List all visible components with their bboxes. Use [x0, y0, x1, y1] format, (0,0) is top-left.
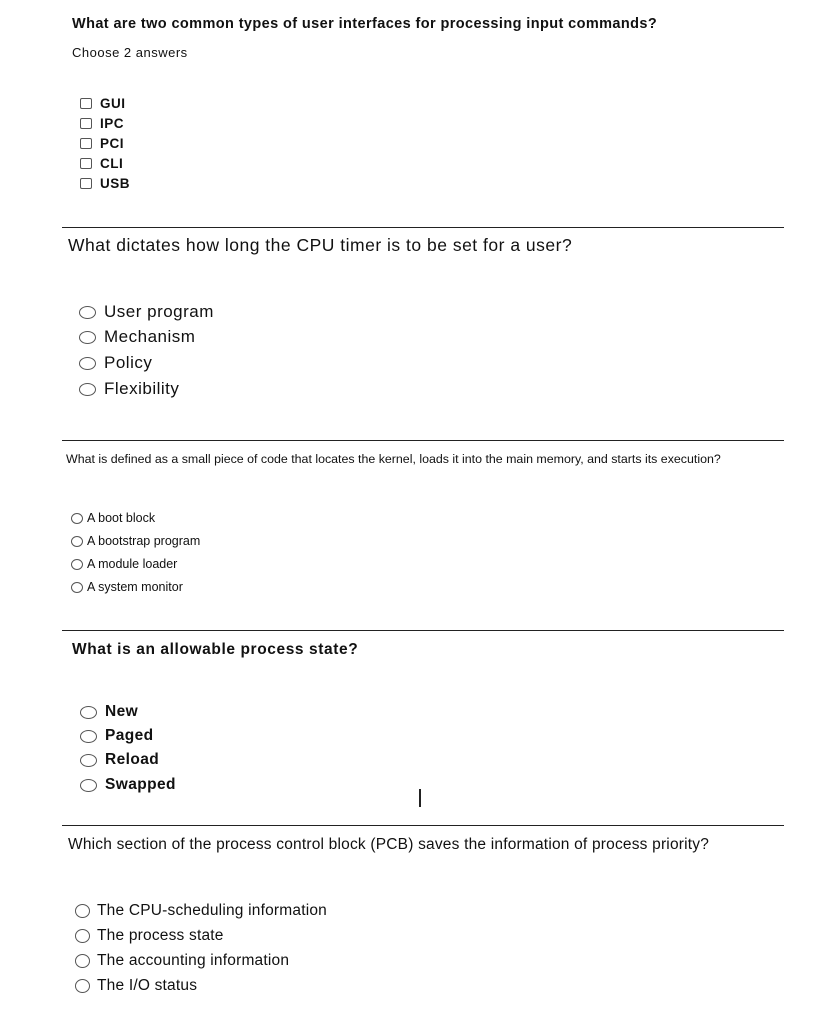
divider [62, 227, 784, 228]
option-process-state[interactable] [75, 927, 224, 945]
text-cursor [419, 789, 421, 807]
option-mechanism[interactable] [79, 327, 195, 347]
divider [62, 630, 784, 631]
radio-button[interactable] [80, 754, 97, 767]
option-reload[interactable] [80, 751, 159, 769]
question-2-title: What dictates how long the CPU timer is to be set for a user? [68, 235, 573, 255]
option-label: GUI [100, 96, 126, 111]
option-label: USB [100, 176, 131, 191]
option-boot-block[interactable] [71, 511, 155, 525]
question-1-title: What are two common types of user interfaces for processing input commands? [72, 16, 658, 32]
radio-button[interactable] [79, 357, 96, 370]
option-module-loader[interactable] [71, 557, 177, 571]
option-user-program[interactable] [79, 302, 214, 322]
option-label: PCI [100, 136, 125, 151]
option-cli[interactable] [80, 156, 123, 171]
option-gui[interactable] [80, 96, 126, 111]
radio-button[interactable] [75, 954, 90, 968]
checkbox[interactable] [80, 118, 92, 129]
checkbox[interactable] [80, 138, 92, 149]
option-label: Paged [105, 727, 154, 744]
option-label: A bootstrap program [87, 534, 201, 548]
option-label: The process state [97, 927, 224, 944]
option-label: IPC [100, 116, 125, 131]
checkbox[interactable] [80, 158, 92, 169]
divider [62, 440, 784, 441]
radio-button[interactable] [79, 306, 96, 319]
option-io-status[interactable] [75, 977, 197, 995]
option-cpu-scheduling-information[interactable] [75, 902, 327, 920]
radio-button[interactable] [79, 331, 96, 344]
radio-button[interactable] [71, 582, 83, 593]
option-label: CLI [100, 156, 124, 171]
option-pci[interactable] [80, 136, 124, 151]
option-policy[interactable] [79, 353, 152, 373]
option-label: Reload [105, 751, 160, 768]
option-label: Flexibility [104, 379, 180, 398]
option-usb[interactable] [80, 176, 130, 191]
radio-button[interactable] [71, 513, 83, 524]
question-4-title: What is an allowable process state? [72, 641, 359, 658]
radio-button[interactable] [75, 904, 90, 918]
option-label: The CPU-scheduling information [97, 902, 327, 919]
radio-button[interactable] [75, 929, 90, 943]
option-label: A module loader [87, 557, 178, 571]
question-1-instruction: Choose 2 answers [72, 45, 188, 60]
radio-button[interactable] [71, 559, 83, 570]
option-swapped[interactable] [80, 776, 176, 794]
option-label: A system monitor [87, 580, 183, 594]
option-label: The I/O status [97, 977, 198, 994]
option-new[interactable] [80, 703, 138, 721]
option-system-monitor[interactable] [71, 580, 183, 594]
option-label: The accounting information [97, 952, 290, 969]
option-ipc[interactable] [80, 116, 124, 131]
option-label: Mechanism [104, 327, 196, 346]
option-label: New [105, 703, 139, 720]
checkbox[interactable] [80, 178, 92, 189]
radio-button[interactable] [71, 536, 83, 547]
divider [62, 825, 784, 826]
option-label: Policy [104, 353, 153, 372]
radio-button[interactable] [75, 979, 90, 993]
option-bootstrap-program[interactable] [71, 534, 200, 548]
option-flexibility[interactable] [79, 379, 179, 399]
option-paged[interactable] [80, 727, 154, 745]
radio-button[interactable] [80, 779, 97, 792]
question-5-title: Which section of the process control block (PCB) saves the information of process priority? [68, 836, 710, 853]
option-label: Swapped [105, 776, 176, 793]
radio-button[interactable] [80, 706, 97, 719]
option-label: User program [104, 302, 214, 321]
checkbox[interactable] [80, 98, 92, 109]
radio-button[interactable] [80, 730, 97, 743]
question-3-title: What is defined as a small piece of code that locates the kernel, loads it into the main memory, and starts its execution? [66, 452, 721, 466]
radio-button[interactable] [79, 383, 96, 396]
option-accounting-information[interactable] [75, 952, 289, 970]
option-label: A boot block [87, 511, 156, 525]
